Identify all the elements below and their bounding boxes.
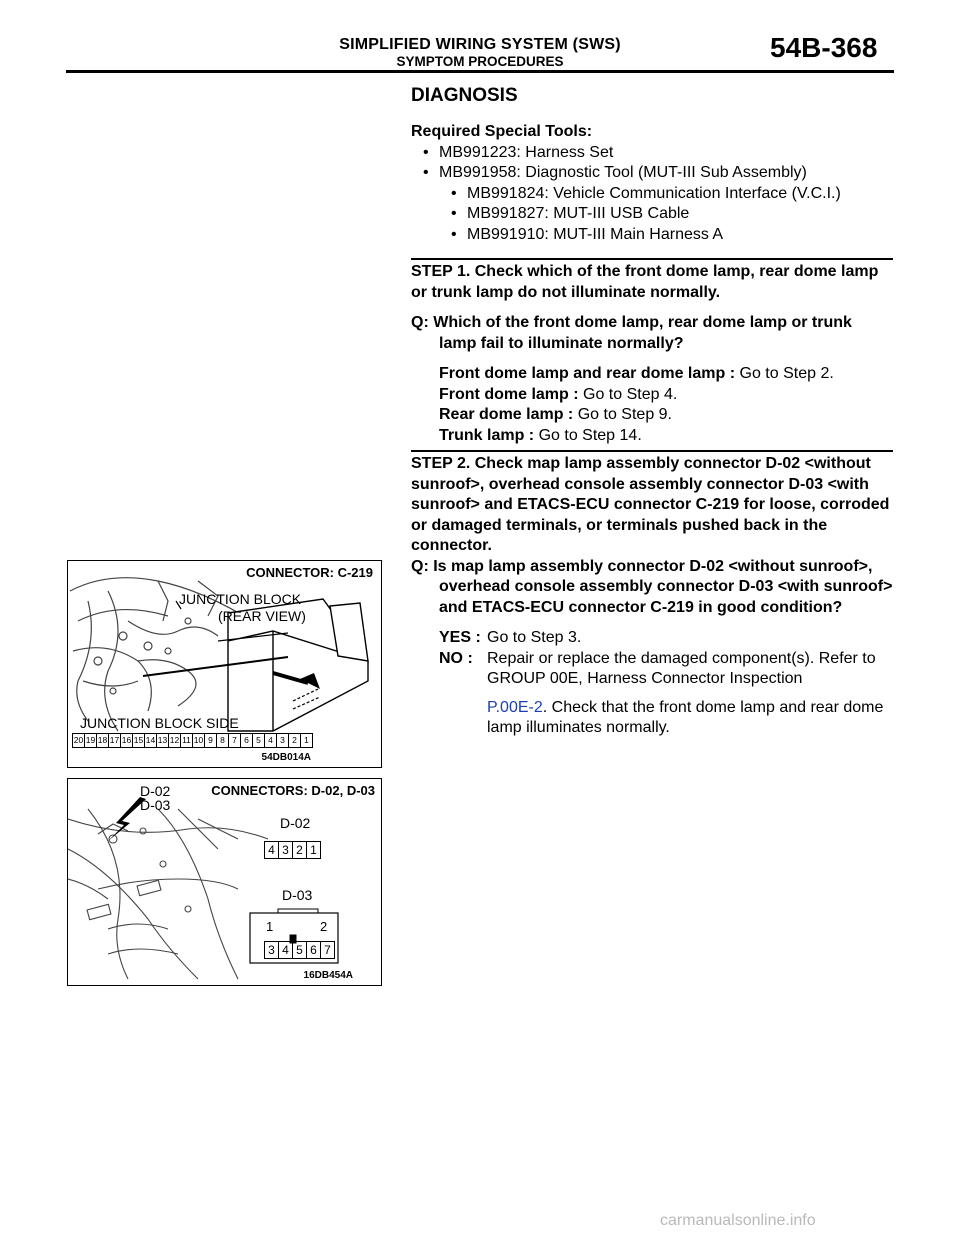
connector-c219-figure: [67, 560, 382, 768]
yes-label: YES :: [439, 629, 481, 646]
step2-question: Q: Is map lamp assembly connector D-02 <without sunroof>, overhead console assembly connector D-03 <with sunroof> and ETACS-ECU connector C-219 in good condition?: [411, 557, 893, 616]
pin-label: 13: [157, 735, 168, 745]
step2-block: [411, 454, 893, 739]
pin-label: 16: [121, 735, 132, 745]
figure-code: 16DB454A: [303, 970, 353, 981]
connector-d03-pins: [264, 941, 335, 959]
pin-label: 2: [289, 734, 301, 747]
list-item: • MB991910: MUT-III Main Harness A: [411, 225, 893, 246]
step2-yes-row: [411, 628, 893, 649]
d02-label: D-02: [280, 815, 311, 831]
no-text: Repair or replace the damaged component(s). Refer to GROUP 00E, Harness Connector Inspection: [487, 649, 876, 687]
rear-view-label: (REAR VIEW): [218, 608, 306, 624]
yes-text: Go to Step 3.: [487, 629, 582, 646]
pin-label: 1: [304, 735, 309, 745]
figure-code: 54DB014A: [261, 752, 311, 763]
step1-question: Q: Which of the front dome lamp, rear dome lamp or trunk lamp fail to illuminate normally?: [411, 314, 852, 352]
answer-row: Front dome lamp : Go to Step 4.: [439, 385, 678, 403]
answer-row: Rear dome lamp : Go to Step 9.: [439, 406, 672, 423]
tools-list: [411, 143, 893, 184]
list-item: • MB991824: Vehicle Communication Interface (V.C.I.): [411, 184, 893, 205]
pin-label: 8: [217, 734, 229, 747]
list-item: • MB991827: MUT-III USB Cable: [411, 204, 893, 225]
connector-c219-pins: [72, 733, 313, 748]
pin-label: 6: [307, 942, 321, 958]
connector-d02-pins: [264, 841, 321, 859]
pin-label: 5: [293, 942, 307, 958]
pin-label: 2: [293, 842, 307, 858]
pin-label: 5: [253, 734, 265, 747]
page-number: 54B-368: [770, 32, 878, 63]
pin-label: 17: [109, 735, 120, 745]
pin-label: 9: [205, 734, 217, 747]
callout-d02: D-02: [140, 783, 171, 799]
pin-label: 14: [145, 735, 156, 745]
answer-row: Trunk lamp : Go to Step 14.: [439, 426, 642, 444]
pin-label: 6: [241, 734, 253, 747]
pin-label: 20: [73, 735, 84, 745]
pin-label: 3: [277, 734, 289, 747]
pin-label: 7: [324, 943, 331, 957]
pin-label: 15: [133, 735, 144, 745]
d03-label: D-03: [282, 887, 313, 903]
step2-title: STEP 2. Check map lamp assembly connector D-02 <without sunroof>, overhead console assembly connector D-03 <with sunroof> and ETACS-ECU connector C-219 for loose, corroded or damaged terminals, or terminals pushed back in the connector.: [411, 455, 890, 554]
subtools-list: [411, 184, 893, 246]
pin-label: 3: [279, 842, 293, 858]
list-item: • MB991223: Harness Set: [411, 143, 893, 164]
pin-label: 4: [279, 942, 293, 958]
pin-label: 18: [97, 735, 108, 745]
pin-label: 2: [320, 919, 328, 934]
tools-block: [411, 122, 893, 245]
page-reference-link[interactable]: P.00E-2: [487, 698, 543, 716]
no-label: NO :: [439, 649, 473, 667]
pin-label: 19: [85, 735, 96, 745]
pin-label: 4: [265, 734, 277, 747]
pin-label: 12: [169, 735, 180, 745]
diagnosis-heading: DIAGNOSIS: [411, 85, 518, 106]
connectors-d02-d03-figure: [67, 778, 382, 986]
list-item: • MB991958: Diagnostic Tool (MUT-III Sub Assembly): [411, 163, 893, 184]
pin-label: 1: [266, 919, 274, 934]
callout-d03: D-03: [140, 797, 171, 813]
section-title: SIMPLIFIED WIRING SYSTEM (SWS): [339, 36, 621, 53]
tools-label: Required Special Tools:: [411, 123, 593, 140]
pin-label: 1: [310, 843, 317, 857]
pin-label: 7: [229, 734, 241, 747]
pin-label: 11: [181, 734, 193, 747]
step2-rule: [411, 450, 893, 452]
step1-rule: [411, 258, 893, 260]
pin-label: 3: [265, 942, 279, 958]
header-rule: [66, 70, 894, 73]
step1-block: [411, 262, 893, 446]
step1-title: STEP 1. Check which of the front dome lamp, rear dome lamp or trunk lamp do not illuminate normally.: [411, 263, 879, 301]
figure-title: CONNECTOR: C-219: [246, 565, 373, 580]
no-text-continued: . Check that the front dome lamp and rear dome lamp illuminates normally.: [487, 698, 884, 736]
watermark: carmanualsonline.info: [660, 1212, 816, 1229]
junction-block-label: JUNCTION BLOCK: [179, 591, 302, 607]
step2-no-row: [411, 649, 893, 739]
step1-answers: [411, 364, 893, 446]
subsection-title: SYMPTOM PROCEDURES: [396, 54, 564, 69]
pin-label: 4: [265, 842, 279, 858]
answer-row: Front dome lamp and rear dome lamp : Go to Step 2.: [439, 365, 834, 382]
pin-label: 10: [193, 735, 204, 745]
figure-title: CONNECTORS: D-02, D-03: [211, 783, 375, 798]
junction-block-side-label: JUNCTION BLOCK SIDE: [80, 715, 239, 731]
